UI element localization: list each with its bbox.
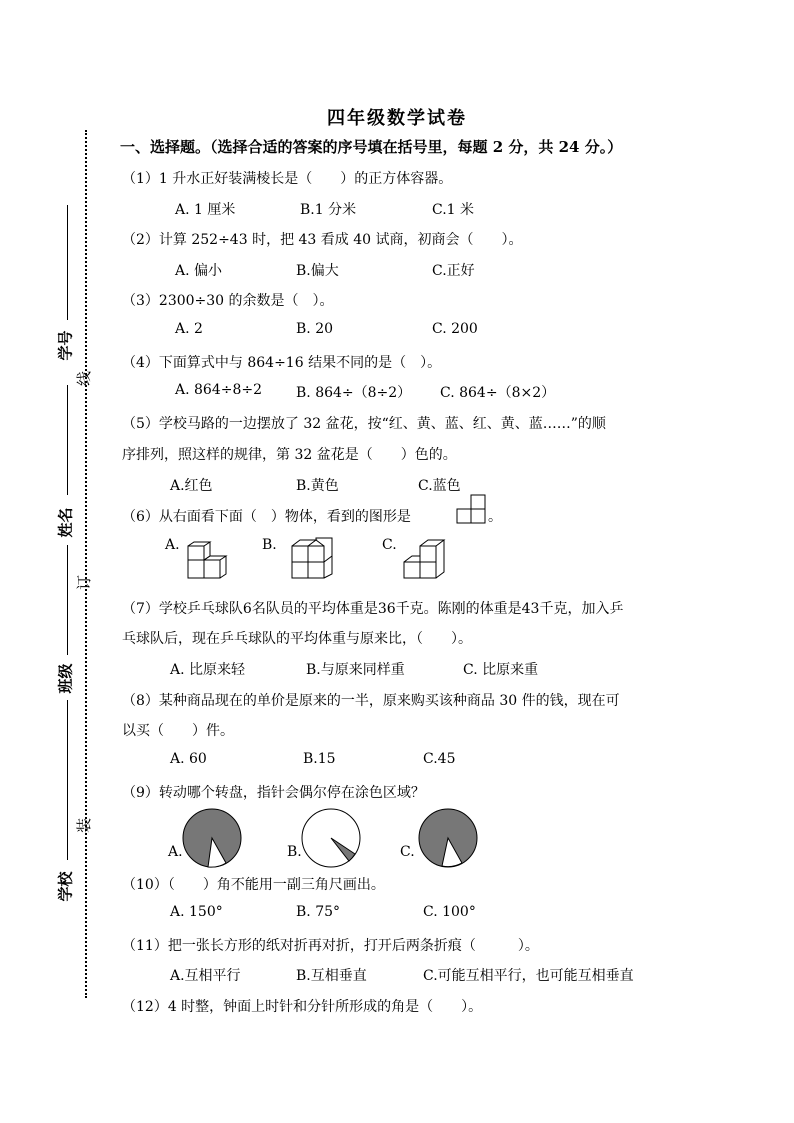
q3-option-b[interactable]: B. 20 <box>296 321 334 337</box>
dotted-cut-line <box>85 130 87 998</box>
spinner-c <box>418 808 480 870</box>
q2-option-c[interactable]: C.正好 <box>432 263 475 279</box>
section-heading: 一、选择题。（选择合适的答案的序号填在括号里，每题 2 分，共 24 分。） <box>120 138 623 156</box>
question-8: （8）某种商品现在的单价是原来的一半，原来购买该种商品 30 件的钱，现在可 <box>122 693 620 709</box>
q8-option-b[interactable]: B.15 <box>303 751 336 767</box>
mark-bind: 订 <box>75 574 94 591</box>
question-4: （4）下面算式中与 864÷16 结果不同的是（ ）。 <box>122 355 442 371</box>
question-6: （6）从右面看下面（ ）物体，看到的图形是 <box>122 509 411 525</box>
q1-option-c[interactable]: C.1 米 <box>432 202 475 218</box>
spinner-a <box>182 808 244 870</box>
q1-option-a[interactable]: A. 1 厘米 <box>175 202 236 218</box>
q5-option-a[interactable]: A.红色 <box>170 478 213 494</box>
q6-option-b[interactable]: B. <box>262 537 277 553</box>
right-view-shape <box>456 493 502 525</box>
question-2: （2）计算 252÷43 时，把 43 看成 40 试商，初商会（ ）。 <box>122 232 523 248</box>
page-title: 四年级数学试卷 <box>327 108 467 129</box>
spinner-b <box>301 808 363 870</box>
q8-option-c[interactable]: C.45 <box>423 751 456 767</box>
q7-option-a[interactable]: A. 比原来轻 <box>170 662 246 678</box>
q7-option-c[interactable]: C. 比原来重 <box>463 662 539 678</box>
q2-option-a[interactable]: A. 偏小 <box>175 263 223 279</box>
question-10: （10）（ ）角不能用一副三角尺画出。 <box>122 877 385 893</box>
q9-option-a[interactable]: A. <box>168 844 183 860</box>
q2-option-b[interactable]: B.偏大 <box>296 263 339 279</box>
cube-figure-b <box>290 536 340 582</box>
question-12: （12）4 时整，钟面上时针和分针所形成的角是（ ）。 <box>122 999 483 1015</box>
question-5-cont: 序排列，照这样的规律，第 32 盆花是（ ）色的。 <box>122 447 457 463</box>
q5-option-b[interactable]: B.黄色 <box>296 478 339 494</box>
name-label: 姓名 <box>56 507 75 538</box>
q1-option-b[interactable]: B.1 分米 <box>300 202 357 218</box>
q4-option-c[interactable]: C. 864÷（8×2） <box>440 385 556 401</box>
question-5: （5）学校马路的一边摆放了 32 盆花，按“红、黄、蓝、红、黄、蓝……”的顺 <box>122 416 606 432</box>
student-id-label: 学号 <box>56 330 75 361</box>
question-7-cont: 乓球队后，现在乒乓球队的平均体重与原来比，（ ）。 <box>122 631 472 647</box>
question-9: （9）转动哪个转盘，指针会偶尔停在涂色区域？ <box>122 785 425 801</box>
q9-option-b[interactable]: B. <box>287 844 302 860</box>
q6-option-a[interactable]: A. <box>165 537 180 553</box>
q3-option-c[interactable]: C. 200 <box>432 321 478 337</box>
school-label: 学校 <box>56 871 75 902</box>
cube-figure-a <box>186 542 236 582</box>
question-11: （11）把一张长方形的纸对折再对折，打开后两条折痕（ ）。 <box>122 938 539 954</box>
q10-option-b[interactable]: B. 75° <box>296 904 341 920</box>
q11-option-b[interactable]: B.互相垂直 <box>296 968 367 984</box>
question-8-cont: 以买（ ）件。 <box>122 723 234 739</box>
binding-strip <box>0 0 110 1123</box>
student-id-blank[interactable] <box>67 205 68 320</box>
class-blank[interactable] <box>67 545 68 655</box>
mark-fold: 装 <box>75 817 94 834</box>
school-blank[interactable] <box>67 700 68 860</box>
q3-option-a[interactable]: A. 2 <box>175 321 203 337</box>
q10-option-a[interactable]: A. 150° <box>170 904 223 920</box>
cube-figure-c <box>402 536 452 582</box>
q11-option-c[interactable]: C.可能互相平行，也可能互相垂直 <box>423 968 634 984</box>
q7-option-b[interactable]: B.与原来同样重 <box>306 662 405 678</box>
class-label: 班级 <box>56 663 75 694</box>
question-1: （1）1 升水正好装满棱长是（ ）的正方体容器。 <box>122 171 453 187</box>
q4-option-a[interactable]: A. 864÷8÷2 <box>175 382 263 398</box>
svg-text:。: 。 <box>488 509 502 525</box>
question-7: （7）学校乒乓球队6名队员的平均体重是36千克。陈刚的体重是43千克，加入乒 <box>122 601 624 617</box>
name-blank[interactable] <box>67 385 68 495</box>
mark-line: 线 <box>75 370 94 387</box>
q6-option-c[interactable]: C. <box>382 537 397 553</box>
q4-option-b[interactable]: B. 864÷（8÷2） <box>296 385 412 401</box>
q10-option-c[interactable]: C. 100° <box>423 904 476 920</box>
q9-option-c[interactable]: C. <box>400 844 415 860</box>
q8-option-a[interactable]: A. 60 <box>170 751 207 767</box>
q11-option-a[interactable]: A.互相平行 <box>170 968 241 984</box>
question-3: （3）2300÷30 的余数是（ ）。 <box>122 293 334 309</box>
q5-option-c[interactable]: C.蓝色 <box>418 478 461 494</box>
